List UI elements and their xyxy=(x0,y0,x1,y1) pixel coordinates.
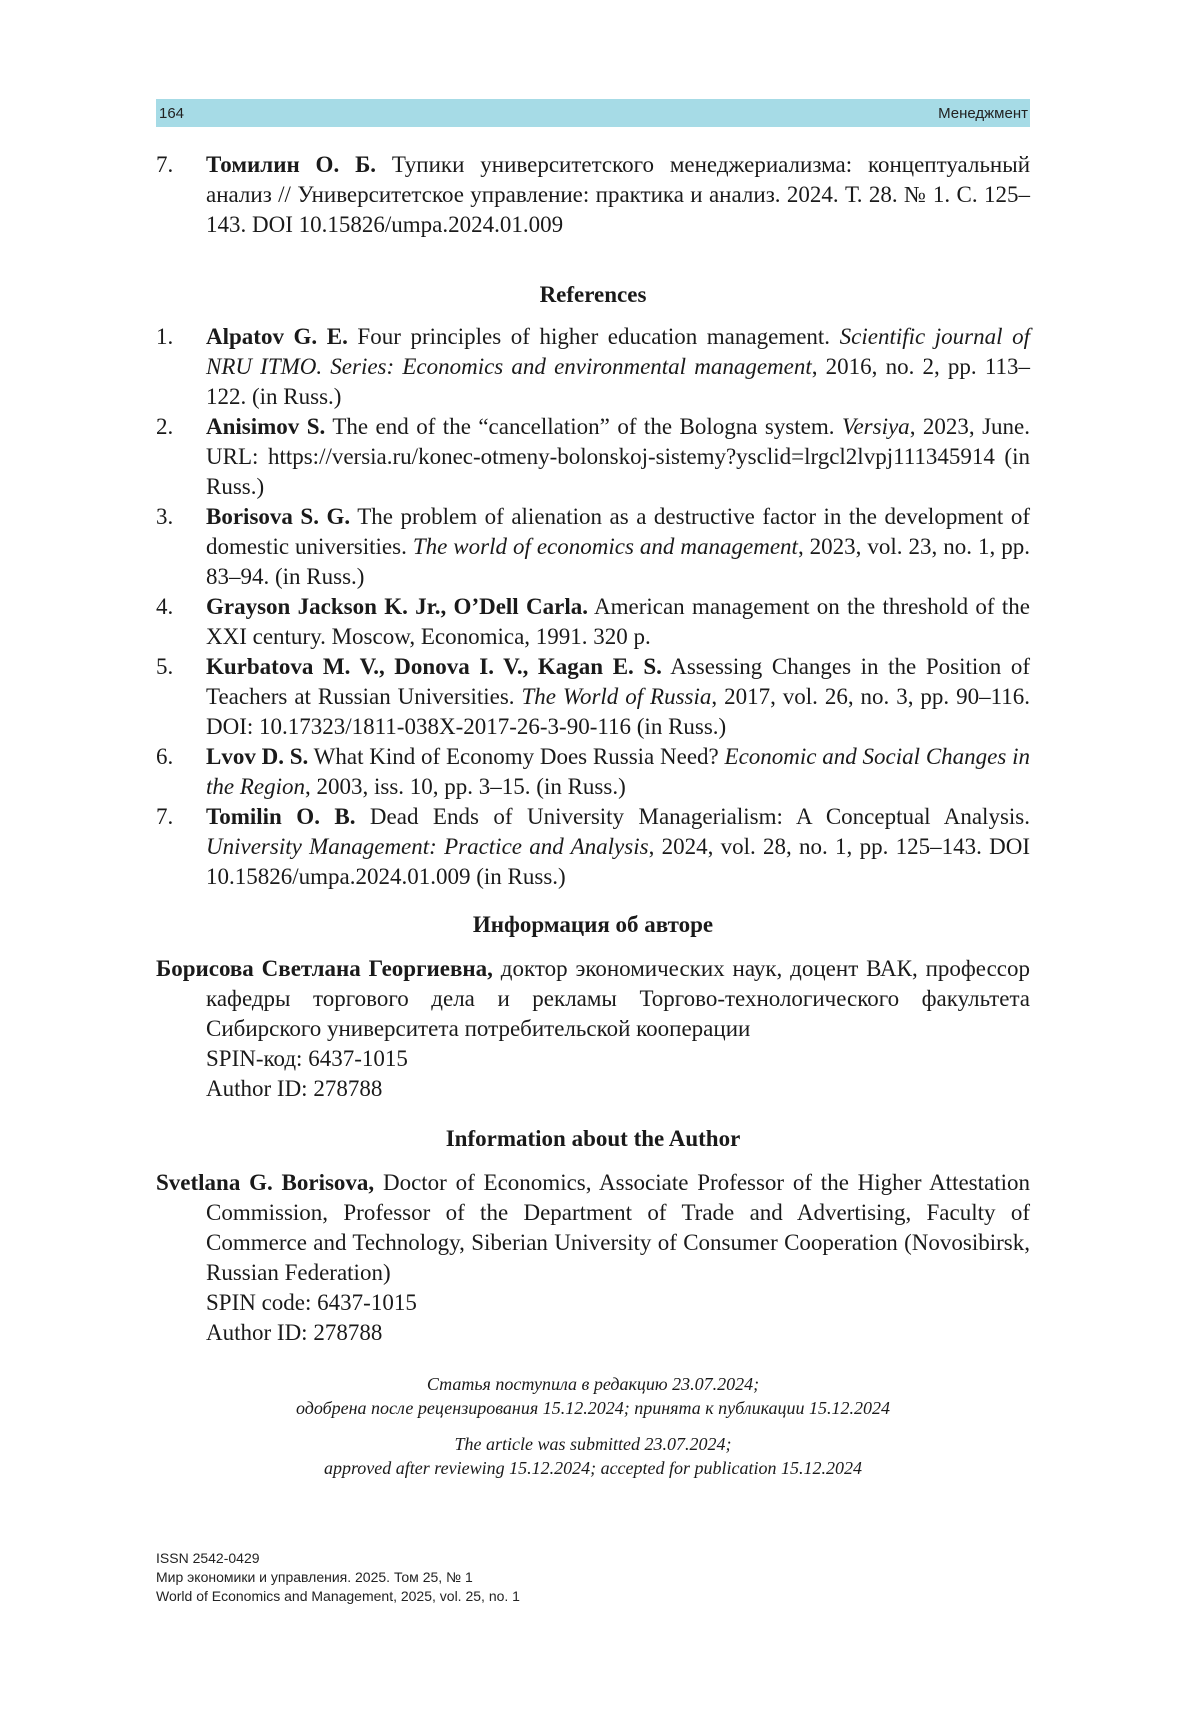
references-list xyxy=(156,322,1030,892)
reference-body: American management on the threshold of the XXI century. Moscow, Economica, 1991. 320 p. xyxy=(206,594,1030,649)
author-name: Борисова Светлана Георгиевна, xyxy=(156,956,493,981)
reference-text xyxy=(206,592,1030,652)
author-info-en xyxy=(156,1168,1030,1348)
dates-en-line1: The article was submitted 23.07.2024; xyxy=(454,1434,732,1454)
author-description: доктор экономических наук, доцент ВАК, профессор кафедры торгового дела и рекламы Торгово-технологического факультета Сибирского университета потребительской кооперации xyxy=(206,956,1031,1041)
dates-ru-line2: одобрена после рецензирования 15.12.2024; принята к публикации 15.12.2024 xyxy=(295,1398,891,1418)
page-number: 164 xyxy=(159,104,185,122)
reference-item xyxy=(156,742,1030,802)
footer-journal-ru: Мир экономики и управления. 2025. Том 25, № 1 xyxy=(156,1569,473,1585)
reference-item xyxy=(156,502,1030,592)
reference-number: 7. xyxy=(156,804,174,829)
reference-item xyxy=(156,322,1030,412)
reference-journal: The world of economics and management xyxy=(412,534,798,559)
reference-body: Four principles of higher education management. xyxy=(347,324,840,349)
ru-reference-item xyxy=(156,150,1030,240)
author-id: Author ID: 278788 xyxy=(206,1320,383,1345)
page-content xyxy=(156,150,1030,1480)
reference-tail: , 2017, vol. 26, no. 3, pp. 90–116. DOI: 10.17323/1811-038X-2017-26-3-90-116 (in Russ.) xyxy=(206,684,1030,739)
reference-item xyxy=(156,802,1030,892)
reference-journal: University Management: Practice and Analysis xyxy=(206,834,649,859)
reference-body: The problem of alienation as a destructive factor in the development of domestic universities. xyxy=(206,504,1030,559)
reference-authors: Kurbatova M. V., Donova I. V., Kagan E. S. xyxy=(206,654,662,679)
reference-item xyxy=(156,412,1030,502)
author-description: Doctor of Economics, Associate Professor of the Higher Attestation Commission, Professor of the Department of Trade and Advertising, Faculty of Commerce and Technology, Siberian University of Consumer Cooperation (Novosibirsk, Russian Federation) xyxy=(206,1170,1030,1285)
reference-authors: Borisova S. G. xyxy=(206,504,351,529)
author-id: Author ID: 278788 xyxy=(206,1076,383,1101)
reference-authors: Alpatov G. E. xyxy=(206,324,348,349)
reference-authors: Anisimov S. xyxy=(206,414,326,439)
reference-authors: Lvov D. S. xyxy=(206,744,309,769)
page-footer xyxy=(156,1549,520,1606)
article-dates-en xyxy=(156,1432,1030,1480)
reference-body: Тупики университетского менеджериализма: концептуальный анализ // Университетское управление: практика и анализ. 2024. Т. 28. № 1. С. 125–143. DOI 10.15826/umpa.2024.01.009 xyxy=(206,152,1030,237)
reference-tail: , 2003, iss. 10, pp. 3–15. (in Russ.) xyxy=(305,774,626,799)
reference-text xyxy=(206,652,1030,742)
reference-text xyxy=(206,150,1030,240)
reference-body: The end of the “cancellation” of the Bologna system. xyxy=(325,414,842,439)
author-info-heading-ru: Информация об авторе xyxy=(472,912,714,937)
reference-number: 5. xyxy=(156,654,174,679)
dates-en-line2: approved after reviewing 15.12.2024; accepted for publication 15.12.2024 xyxy=(323,1458,863,1478)
reference-text xyxy=(206,322,1030,412)
reference-number: 1. xyxy=(156,324,174,349)
reference-authors: Tomilin O. B. xyxy=(206,804,356,829)
reference-journal: Versiya xyxy=(841,414,910,439)
reference-tail: , 2023, vol. 23, no. 1, pp. 83–94. (in Russ.) xyxy=(206,534,1031,589)
author-info-heading-en: Information about the Author xyxy=(445,1126,741,1151)
reference-body: Dead Ends of University Managerialism: A Conceptual Analysis. xyxy=(355,804,1030,829)
running-header xyxy=(156,99,1030,127)
reference-tail: , 2024, vol. 28, no. 1, pp. 125–143. DOI 10.15826/umpa.2024.01.009 (in Russ.) xyxy=(206,834,1030,889)
footer-issn: ISSN 2542-0429 xyxy=(156,1550,260,1566)
author-info-ru xyxy=(156,954,1030,1104)
reference-item xyxy=(156,592,1030,652)
section-name: Менеджмент xyxy=(938,104,1028,122)
reference-tail: , 2016, no. 2, pp. 113–122. (in Russ.) xyxy=(206,354,1030,409)
author-spin: SPIN-код: 6437-1015 xyxy=(206,1046,408,1071)
references-heading: References xyxy=(539,282,647,307)
reference-text xyxy=(206,502,1030,592)
article-dates-ru xyxy=(156,1372,1030,1420)
reference-authors: Grayson Jackson K. Jr., O’Dell Carla. xyxy=(206,594,588,619)
reference-number: 3. xyxy=(156,504,174,529)
dates-ru-line1: Статья поступила в редакцию 23.07.2024; xyxy=(426,1374,760,1394)
reference-item xyxy=(156,652,1030,742)
reference-body: What Kind of Economy Does Russia Need? xyxy=(308,744,725,769)
reference-journal: Scientific journal of NRU ITMO. Series: Economics and environmental management xyxy=(206,324,1030,379)
reference-tail: , 2023, June. URL: https://versia.ru/konec-otmeny-bolonskoj-sistemy?ysclid=lrgcl2lvpj111345914 (in Russ.) xyxy=(206,414,1030,499)
reference-text xyxy=(206,802,1030,892)
reference-journal: Economic and Social Changes in the Region xyxy=(206,744,1030,799)
reference-text xyxy=(206,742,1030,802)
author-name: Svetlana G. Borisova, xyxy=(156,1170,375,1195)
author-spin: SPIN code: 6437-1015 xyxy=(206,1290,417,1315)
reference-authors: Томилин О. Б. xyxy=(206,152,377,177)
reference-number: 4. xyxy=(156,594,174,619)
reference-body: Assessing Changes in the Position of Teachers at Russian Universities. xyxy=(206,654,1030,709)
reference-number: 2. xyxy=(156,414,174,439)
reference-number: 6. xyxy=(156,744,174,769)
footer-journal-en: World of Economics and Management, 2025, vol. 25, no. 1 xyxy=(156,1588,520,1604)
reference-text xyxy=(206,412,1030,502)
reference-journal: The World of Russia xyxy=(521,684,712,709)
reference-number: 7. xyxy=(156,152,174,177)
